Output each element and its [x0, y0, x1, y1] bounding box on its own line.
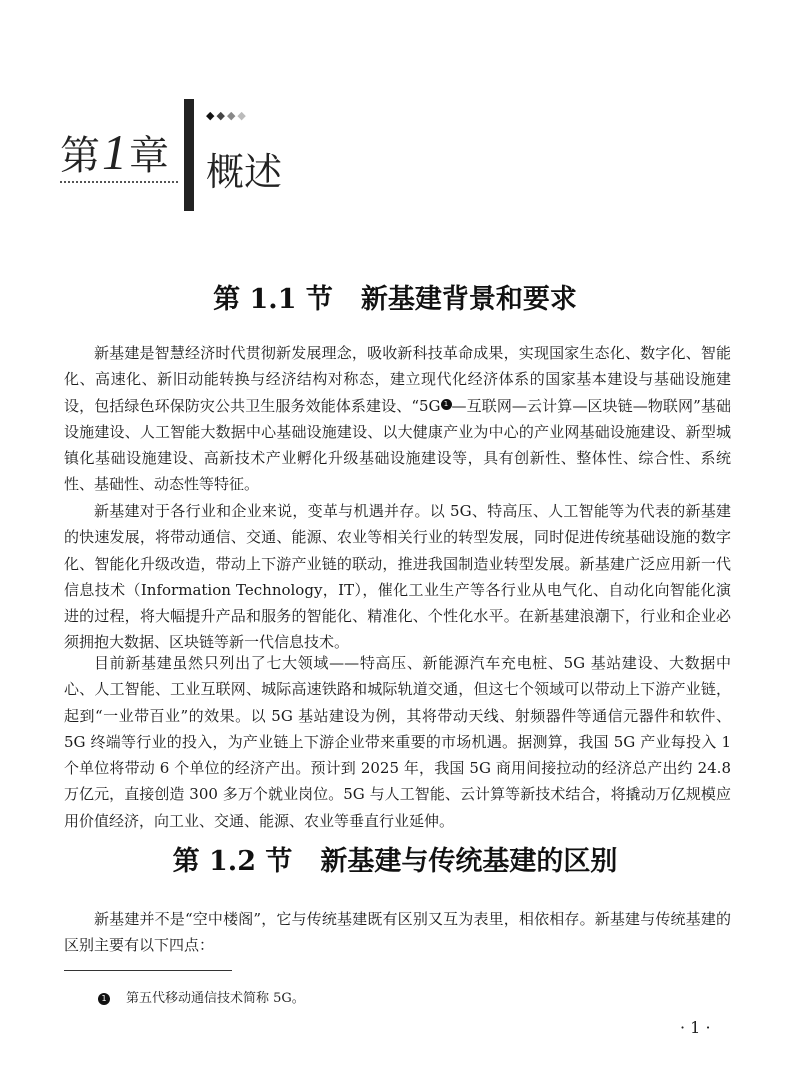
paragraph-text: 新基建是智慧经济时代贯彻新发展理念，吸收新科技革命成果，实现国家生态化、数字化、智能化、高速化、新旧动能转换与经济结构对称态，建立现代化经济体系的国家基本建设与基础设施建设，包括绿色环保防灾公共卫生服务效能体系建设、“5G	[64, 344, 731, 415]
chapter-label-pre: 第	[60, 133, 100, 179]
chapter-vertical-bar	[184, 99, 194, 211]
paragraph: 新基建对于各行业和企业来说，变革与机遇并存。以 5G、特高压、人工智能等为代表的新基建的快速发展，将带动通信、交通、能源、农业等相关行业的转型发展，同时促进传统基础设施的数字化、智能化升级改造，带动上下游产业链的联动，推进我国制造业转型发展。新基建广泛应用新一代信息技术（Information Technology，IT），催化工业生产等各行业从电气化、自动化向智能化演进的过程，将大幅提升产品和服务的智能化、精准化、个性化水平。在新基建浪潮下，行业和企业必须拥抱大数据、区块链等新一代信息技术。	[64, 502, 731, 652]
chapter-label-num: 1	[102, 124, 127, 180]
footnote-separator	[64, 970, 232, 971]
chapter-label-post: 章	[129, 133, 169, 179]
section-heading-1-2	[0, 844, 790, 880]
section-number: 第 1.1 节	[213, 284, 333, 315]
chapter-heading	[60, 95, 760, 215]
chapter-dotted-rule	[60, 181, 178, 183]
footnote	[98, 990, 305, 1008]
chapter-title: 概述	[206, 150, 283, 194]
paragraph: 目前新基建虽然只列出了七大领域——特高压、新能源汽车充电桩、5G 基站建设、大数据中心、人工智能、工业互联网、城际高速铁路和城际轨道交通，但这七个领域可以带动上下游产业链，起到“一业带百业”的效果。以 5G 基站建设为例，其将带动天线、射频器件等通信元器件和软件、5G 终端等行业的投入，为产业链上下游企业带来重要的市场机遇。据测算，我国 5G 产业每投入 1 个单位将带动 6 个单位的经济产出。预计到 2025 年，我国 5G 商用间接拉动的经济总产出约 24.8 万亿元，直接创造 300 多万个就业岗位。5G 与人工智能、云计算等新技术结合，将撬动万亿规模应用价值经济，向工业、交通、能源、农业等垂直行业延伸。	[64, 654, 731, 830]
paragraph-text: —互联网—云计算—区块链—物联网”基础设施建设、人工智能大数据中心基础设施建设、以大健康产业为中心的产业网基础设施建设、新型城镇化基础设施建设、高新技术产业孵化升级基础设施建设等，具有创新性、整体性、综合性、系统性、基础性、动态性等特征。	[64, 396, 731, 494]
chapter-number	[60, 124, 169, 180]
paragraph: 新基建并不是“空中楼阁”，它与传统基建既有区别又互为表里，相依相存。新基建与传统基建的区别主要有以下四点：	[64, 910, 731, 955]
diamond-ornament-icon: ◆◆◆◆	[206, 109, 248, 122]
section-title: 新基建背景和要求	[360, 284, 577, 315]
section-number: 第 1.2 节	[172, 846, 293, 877]
footnote-text: 第五代移动通信技术简称 5G。	[126, 991, 305, 1006]
section-title: 新基建与传统基建的区别	[320, 846, 618, 877]
footnote-reference[interactable]: 1	[441, 399, 452, 410]
paragraph	[64, 340, 731, 498]
footnote-marker: 1	[98, 993, 110, 1005]
section-heading-1-1	[0, 282, 790, 318]
page-number: · 1 ·	[680, 1018, 711, 1037]
